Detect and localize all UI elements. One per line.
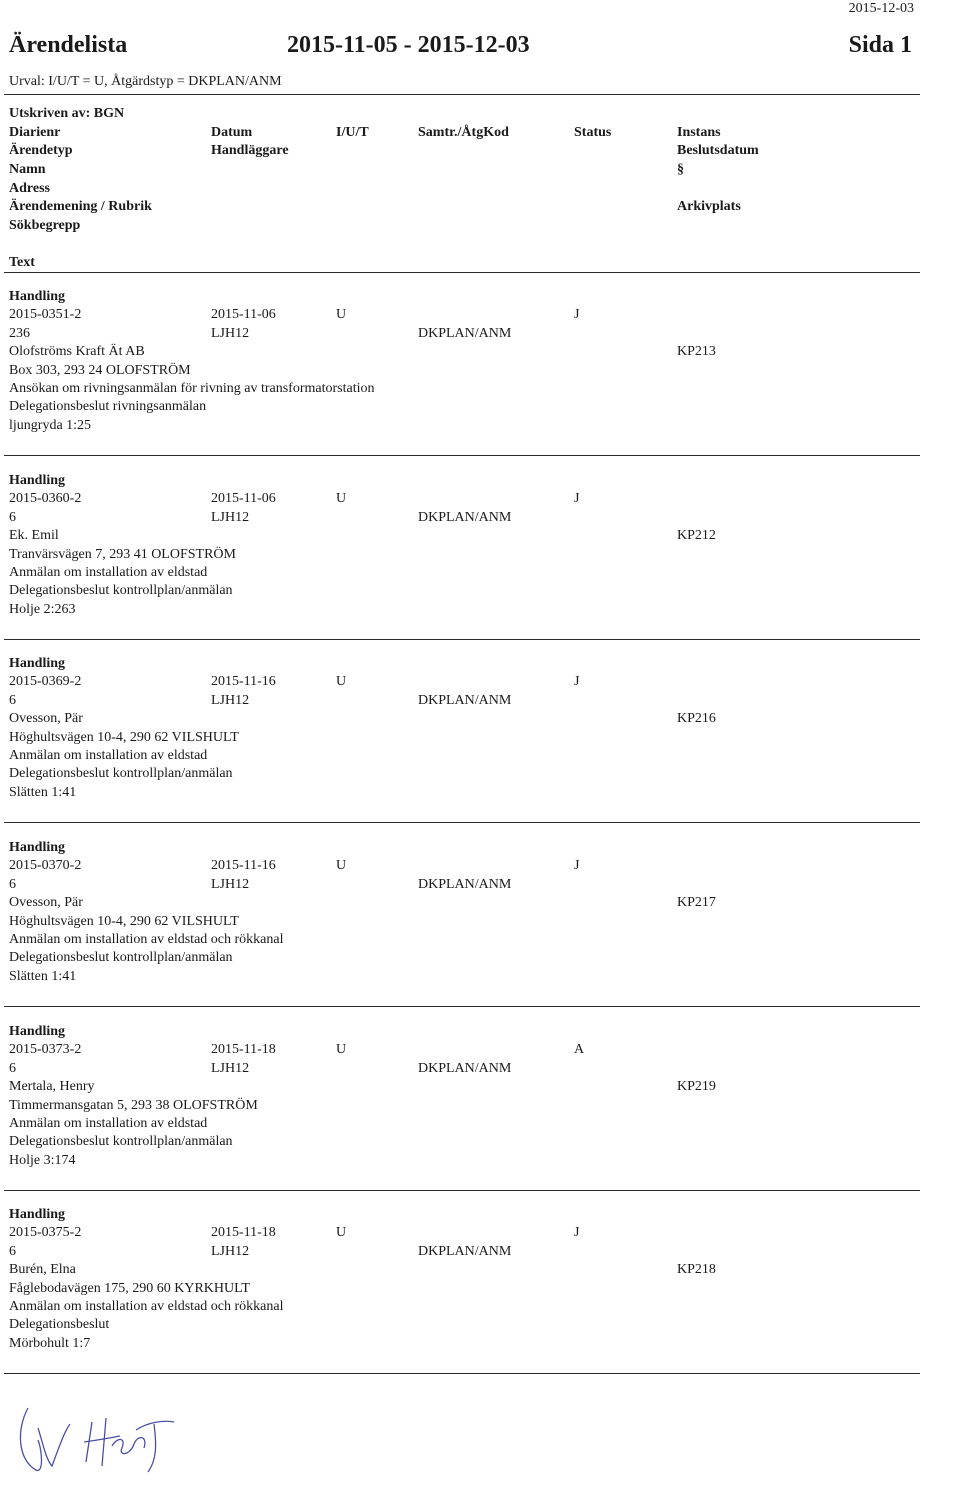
list-item [0,1207,960,1387]
record-arkivplats: KP219 [677,1079,716,1095]
record-adress: Timmermansgatan 5, 293 38 OLOFSTRÖM [9,1097,258,1113]
record-atgkod: DKPLAN/ANM [418,1060,512,1076]
divider [4,1190,920,1191]
record-diarienr: 2015-0351-2 [9,307,82,323]
record-namn: Burén, Elna [9,1262,76,1278]
divider [4,455,920,456]
column-iut: I/U/T [336,125,369,140]
record-sokbegrepp: Holje 3:174 [9,1152,76,1168]
divider [4,1373,920,1374]
list-item [0,473,960,653]
record-datum: 2015-11-16 [211,858,276,874]
column-arendetyp: Ärendetyp [9,143,73,158]
record-iut: U [336,1042,347,1058]
record-arkivplats: KP212 [677,528,716,544]
record-status: J [574,858,580,874]
print-date: 2015-12-03 [848,1,914,16]
record-label: Handling [9,473,66,488]
divider [4,94,920,95]
record-diarienr: 2015-0360-2 [9,491,82,507]
record-beslut: Delegationsbeslut [9,1317,110,1333]
list-item [0,840,960,1020]
record-handlaggare: LJH12 [211,325,250,341]
page-number: Sida 1 [848,32,912,58]
record-label: Handling [9,1207,66,1222]
record-diarienr: 2015-0369-2 [9,674,82,690]
record-rubrik: Anmälan om installation av eldstad [9,1116,208,1131]
column-instans: Instans [677,125,721,140]
record-iut: U [336,307,347,323]
record-label: Handling [9,289,66,304]
column-adress: Adress [9,181,50,196]
record-diarienr: 2015-0370-2 [9,858,82,874]
record-arendetyp: 236 [9,325,30,341]
record-arkivplats: KP216 [677,711,716,727]
record-status: J [574,674,580,690]
record-atgkod: DKPLAN/ANM [418,876,512,892]
record-diarienr: 2015-0375-2 [9,1225,82,1241]
record-rubrik: Anmälan om installation av eldstad [9,565,208,580]
record-adress: Box 303, 293 24 OLOFSTRÖM [9,362,191,378]
record-beslut: Delegationsbeslut kontrollplan/anmälan [9,766,233,782]
column-status: Status [574,125,612,140]
record-iut: U [336,491,347,507]
record-namn: Mertala, Henry [9,1079,95,1095]
record-beslut: Delegationsbeslut kontrollplan/anmälan [9,950,233,966]
record-handlaggare: LJH12 [211,692,250,708]
record-sokbegrepp: Slätten 1:41 [9,968,77,984]
record-status: J [574,1225,580,1241]
record-datum: 2015-11-16 [211,674,276,690]
record-atgkod: DKPLAN/ANM [418,692,512,708]
selection-criteria: Urval: I/U/T = U, Åtgärdstyp = DKPLAN/ANM [9,74,282,89]
record-sokbegrepp: ljungryda 1:25 [9,417,92,433]
column-diarienr: Diarienr [9,125,61,140]
record-handlaggare: LJH12 [211,876,250,892]
record-sokbegrepp: Slätten 1:41 [9,784,77,800]
record-atgkod: DKPLAN/ANM [418,509,512,525]
record-datum: 2015-11-06 [211,491,276,507]
record-rubrik: Ansökan om rivningsanmälan för rivning av transformatorstation [9,381,375,396]
record-atgkod: DKPLAN/ANM [418,325,512,341]
record-handlaggare: LJH12 [211,1243,250,1259]
divider [4,639,920,640]
record-sokbegrepp: Holje 2:263 [9,601,76,617]
record-atgkod: DKPLAN/ANM [418,1243,512,1259]
column-sokbegrepp: Sökbegrepp [9,218,81,233]
record-namn: Ovesson, Pär [9,711,83,727]
record-label: Handling [9,840,66,855]
record-iut: U [336,1225,347,1241]
record-iut: U [336,674,347,690]
record-adress: Höghultsvägen 10-4, 290 62 VILSHULT [9,729,239,745]
record-arkivplats: KP217 [677,895,716,911]
record-rubrik: Anmälan om installation av eldstad och rökkanal [9,1299,284,1314]
record-label: Handling [9,656,66,671]
column-paragraph: § [677,162,684,177]
column-handlaggare: Handläggare [211,143,289,158]
divider [4,822,920,823]
record-beslut: Delegationsbeslut kontrollplan/anmälan [9,583,233,599]
column-samtr-atgkod: Samtr./ÅtgKod [418,125,509,140]
column-arendemening: Ärendemening / Rubrik [9,199,152,214]
column-text: Text [9,255,35,270]
record-arendetyp: 6 [9,692,16,708]
record-sokbegrepp: Mörbohult 1:7 [9,1335,91,1351]
record-arkivplats: KP213 [677,344,716,360]
record-namn: Olofströms Kraft Ät AB [9,344,145,360]
record-arendetyp: 6 [9,876,16,892]
record-status: J [574,307,580,323]
handwritten-signature [8,1400,178,1480]
column-beslutsdatum: Beslutsdatum [677,143,759,158]
record-adress: Fåglebodavägen 175, 290 60 KYRKHULT [9,1280,250,1296]
printed-by: Utskriven av: BGN [9,106,125,121]
list-item [0,656,960,836]
record-namn: Ovesson, Pär [9,895,83,911]
record-handlaggare: LJH12 [211,1060,250,1076]
record-diarienr: 2015-0373-2 [9,1042,82,1058]
report-period: 2015-11-05 - 2015-12-03 [287,32,530,58]
page-title: Ärendelista [9,32,128,58]
column-arkivplats: Arkivplats [677,199,741,214]
record-beslut: Delegationsbeslut rivningsanmälan [9,399,207,415]
record-arendetyp: 6 [9,1243,16,1259]
record-datum: 2015-11-18 [211,1042,276,1058]
record-arendetyp: 6 [9,509,16,525]
list-item [0,1024,960,1204]
record-handlaggare: LJH12 [211,509,250,525]
column-datum: Datum [211,125,253,140]
record-datum: 2015-11-18 [211,1225,276,1241]
record-arendetyp: 6 [9,1060,16,1076]
record-rubrik: Anmälan om installation av eldstad [9,748,208,763]
record-status: J [574,491,580,507]
record-adress: Höghultsvägen 10-4, 290 62 VILSHULT [9,913,239,929]
record-iut: U [336,858,347,874]
record-namn: Ek. Emil [9,528,59,544]
list-item [0,289,960,469]
record-label: Handling [9,1024,66,1039]
record-datum: 2015-11-06 [211,307,276,323]
record-status: A [574,1042,585,1058]
record-arkivplats: KP218 [677,1262,716,1278]
column-namn: Namn [9,162,46,177]
divider [4,1006,920,1007]
record-adress: Tranvärsvägen 7, 293 41 OLOFSTRÖM [9,546,236,562]
record-beslut: Delegationsbeslut kontrollplan/anmälan [9,1134,233,1150]
divider [4,272,920,273]
record-rubrik: Anmälan om installation av eldstad och rökkanal [9,932,284,947]
